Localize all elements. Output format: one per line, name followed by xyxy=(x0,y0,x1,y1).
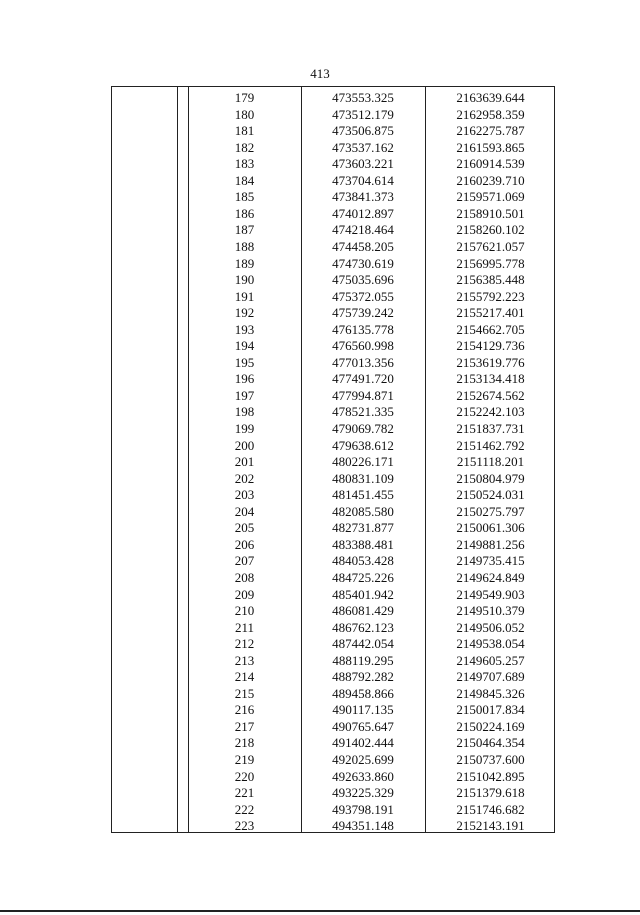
point-number-cell: 203 xyxy=(234,487,255,503)
coordinates-table xyxy=(111,86,555,833)
y-coordinate-cell: 2149707.689 xyxy=(456,669,525,685)
point-number-cell: 188 xyxy=(234,238,255,254)
point-number-cell: 187 xyxy=(234,222,255,238)
x-coordinate-cell: 474218.464 xyxy=(332,222,394,238)
x-coordinate-cell: 475035.696 xyxy=(332,272,394,288)
y-coordinate-cell: 2159571.069 xyxy=(456,189,525,205)
x-coordinate-cell: 473603.221 xyxy=(332,156,394,172)
point-number-cell: 214 xyxy=(234,669,255,685)
y-coordinate-cell: 2154129.736 xyxy=(456,338,525,354)
table-row xyxy=(112,421,556,438)
y-coordinate-cell: 2151746.682 xyxy=(456,801,525,817)
point-number-cell: 219 xyxy=(234,752,255,767)
x-coordinate-cell: 482085.580 xyxy=(332,503,394,519)
point-number-cell: 191 xyxy=(234,288,255,304)
y-coordinate-cell: 2162275.787 xyxy=(456,123,525,139)
x-coordinate-cell: 474730.619 xyxy=(332,255,394,271)
point-number-cell: 209 xyxy=(234,586,255,602)
x-coordinate-cell: 484725.226 xyxy=(332,569,394,585)
table-row xyxy=(112,603,556,620)
x-coordinate-cell: 477491.720 xyxy=(332,371,394,387)
point-number-cell: 184 xyxy=(234,172,255,188)
point-number-cell: 216 xyxy=(234,702,255,718)
y-coordinate-cell: 2160239.710 xyxy=(456,172,525,188)
point-number-cell: 212 xyxy=(234,636,255,652)
x-coordinate-cell: 473506.875 xyxy=(332,123,394,139)
table-row xyxy=(112,322,556,339)
x-coordinate-cell: 480831.109 xyxy=(332,470,394,486)
x-coordinate-cell: 492633.860 xyxy=(332,768,394,784)
point-number-cell: 206 xyxy=(234,536,255,552)
x-coordinate-cell: 489458.866 xyxy=(332,685,394,701)
point-number-cell: 204 xyxy=(234,503,255,519)
point-number-cell: 211 xyxy=(234,619,255,635)
table-row xyxy=(112,553,556,570)
point-number-cell: 217 xyxy=(234,718,255,734)
x-coordinate-cell: 479069.782 xyxy=(332,421,394,436)
y-coordinate-cell: 2158910.501 xyxy=(456,205,525,221)
x-coordinate-cell: 482731.877 xyxy=(332,520,394,536)
table-row xyxy=(112,222,556,239)
point-number-cell: 202 xyxy=(234,470,255,486)
y-coordinate-cell: 2151379.618 xyxy=(456,785,525,801)
point-number-cell: 189 xyxy=(234,255,255,271)
y-coordinate-cell: 2155792.223 xyxy=(456,288,525,304)
point-number-cell: 210 xyxy=(234,603,255,619)
table-row xyxy=(112,438,556,455)
y-coordinate-cell: 2150524.031 xyxy=(456,487,525,503)
y-coordinate-cell: 2152143.191 xyxy=(456,818,525,834)
y-coordinate-cell: 2152242.103 xyxy=(456,404,525,420)
point-number-cell: 222 xyxy=(234,801,255,817)
table-row xyxy=(112,305,556,322)
x-coordinate-cell: 490117.135 xyxy=(332,702,394,718)
table-row xyxy=(112,520,556,537)
x-coordinate-cell: 487442.054 xyxy=(332,636,394,652)
table-row xyxy=(112,636,556,653)
point-number-cell: 180 xyxy=(234,106,255,122)
x-coordinate-cell: 488792.282 xyxy=(332,669,394,685)
point-number-cell: 200 xyxy=(234,437,255,453)
y-coordinate-cell: 2151462.792 xyxy=(456,437,525,453)
table-row xyxy=(112,90,556,107)
table-row xyxy=(112,272,556,289)
point-number-cell: 193 xyxy=(234,321,255,337)
table-row xyxy=(112,173,556,190)
y-coordinate-cell: 2163639.644 xyxy=(456,90,525,105)
table-row xyxy=(112,669,556,686)
point-number-cell: 201 xyxy=(234,454,255,470)
x-coordinate-cell: 477994.871 xyxy=(332,387,394,403)
y-coordinate-cell: 2153134.418 xyxy=(456,371,525,387)
y-coordinate-cell: 2157621.057 xyxy=(456,238,525,254)
y-coordinate-cell: 2151042.895 xyxy=(456,768,525,784)
x-coordinate-cell: 476135.778 xyxy=(332,321,394,337)
x-coordinate-cell: 492025.699 xyxy=(332,752,394,767)
point-number-cell: 207 xyxy=(234,553,255,569)
y-coordinate-cell: 2150275.797 xyxy=(456,503,525,519)
table-row xyxy=(112,719,556,736)
y-coordinate-cell: 2149549.903 xyxy=(456,586,525,602)
x-coordinate-cell: 473704.614 xyxy=(332,172,394,188)
table-row xyxy=(112,735,556,752)
x-coordinate-cell: 473537.162 xyxy=(332,139,394,155)
x-coordinate-cell: 479638.612 xyxy=(332,437,394,453)
table-row xyxy=(112,686,556,703)
table-row xyxy=(112,156,556,173)
x-coordinate-cell: 483388.481 xyxy=(332,536,394,552)
y-coordinate-cell: 2158260.102 xyxy=(456,222,525,238)
table-row xyxy=(112,785,556,802)
table-row xyxy=(112,140,556,157)
bottom-rule xyxy=(0,910,640,912)
x-coordinate-cell: 475372.055 xyxy=(332,288,394,304)
point-number-cell: 181 xyxy=(234,123,255,139)
table-row xyxy=(112,371,556,388)
x-coordinate-cell: 480226.171 xyxy=(332,454,394,470)
table-row xyxy=(112,123,556,140)
y-coordinate-cell: 2149538.054 xyxy=(456,636,525,652)
table-row xyxy=(112,587,556,604)
x-coordinate-cell: 493798.191 xyxy=(332,801,394,817)
x-coordinate-cell: 484053.428 xyxy=(332,553,394,569)
y-coordinate-cell: 2153619.776 xyxy=(456,354,525,370)
y-coordinate-cell: 2156995.778 xyxy=(456,255,525,271)
y-coordinate-cell: 2150737.600 xyxy=(456,752,525,767)
y-coordinate-cell: 2152674.562 xyxy=(456,387,525,403)
point-number-cell: 198 xyxy=(234,404,255,420)
table-row xyxy=(112,107,556,124)
table-row xyxy=(112,752,556,769)
table-row xyxy=(112,388,556,405)
point-number-cell: 192 xyxy=(234,305,255,321)
point-number-cell: 186 xyxy=(234,205,255,221)
x-coordinate-cell: 490765.647 xyxy=(332,718,394,734)
point-number-cell: 195 xyxy=(234,354,255,370)
point-number-cell: 197 xyxy=(234,387,255,403)
y-coordinate-cell: 2161593.865 xyxy=(456,139,525,155)
y-coordinate-cell: 2154662.705 xyxy=(456,321,525,337)
table-row xyxy=(112,769,556,786)
y-coordinate-cell: 2149881.256 xyxy=(456,536,525,552)
y-coordinate-cell: 2149605.257 xyxy=(456,652,525,668)
table-row xyxy=(112,338,556,355)
table-row xyxy=(112,404,556,421)
table-row xyxy=(112,570,556,587)
point-number-cell: 208 xyxy=(234,569,255,585)
x-coordinate-cell: 485401.942 xyxy=(332,586,394,602)
table-row xyxy=(112,355,556,372)
table-row xyxy=(112,504,556,521)
table-row xyxy=(112,256,556,273)
table-row xyxy=(112,802,556,819)
point-number-cell: 199 xyxy=(234,421,255,436)
point-number-cell: 190 xyxy=(234,272,255,288)
table-row xyxy=(112,289,556,306)
point-number-cell: 215 xyxy=(234,685,255,701)
x-coordinate-cell: 474458.205 xyxy=(332,238,394,254)
y-coordinate-cell: 2156385.448 xyxy=(456,272,525,288)
point-number-cell: 223 xyxy=(234,818,255,834)
x-coordinate-cell: 475739.242 xyxy=(332,305,394,321)
x-coordinate-cell: 477013.356 xyxy=(332,354,394,370)
table-row xyxy=(112,537,556,554)
x-coordinate-cell: 473553.325 xyxy=(332,90,394,105)
page-number: 413 xyxy=(310,66,330,81)
y-coordinate-cell: 2162958.359 xyxy=(456,106,525,122)
x-coordinate-cell: 493225.329 xyxy=(332,785,394,801)
point-number-cell: 179 xyxy=(234,90,255,105)
x-coordinate-cell: 473512.179 xyxy=(332,106,394,122)
point-number-cell: 185 xyxy=(234,189,255,205)
x-coordinate-cell: 488119.295 xyxy=(332,652,394,668)
table-row xyxy=(112,818,556,835)
y-coordinate-cell: 2151118.201 xyxy=(456,454,525,470)
point-number-cell: 194 xyxy=(234,338,255,354)
table-row xyxy=(112,487,556,504)
x-coordinate-cell: 478521.335 xyxy=(332,404,394,420)
x-coordinate-cell: 476560.998 xyxy=(332,338,394,354)
point-number-cell: 205 xyxy=(234,520,255,536)
y-coordinate-cell: 2150017.834 xyxy=(456,702,525,718)
y-coordinate-cell: 2160914.539 xyxy=(456,156,525,172)
table-row xyxy=(112,206,556,223)
point-number-cell: 182 xyxy=(234,139,255,155)
x-coordinate-cell: 486081.429 xyxy=(332,603,394,619)
table-row xyxy=(112,454,556,471)
point-number-cell: 220 xyxy=(234,768,255,784)
point-number-cell: 196 xyxy=(234,371,255,387)
y-coordinate-cell: 2155217.401 xyxy=(456,305,525,321)
x-coordinate-cell: 494351.148 xyxy=(332,818,394,834)
table-row xyxy=(112,471,556,488)
table-row xyxy=(112,702,556,719)
y-coordinate-cell: 2149624.849 xyxy=(456,569,525,585)
y-coordinate-cell: 2151837.731 xyxy=(456,421,525,436)
x-coordinate-cell: 474012.897 xyxy=(332,205,394,221)
x-coordinate-cell: 473841.373 xyxy=(332,189,394,205)
y-coordinate-cell: 2150464.354 xyxy=(456,735,525,751)
point-number-cell: 221 xyxy=(234,785,255,801)
x-coordinate-cell: 491402.444 xyxy=(332,735,394,751)
point-number-cell: 183 xyxy=(234,156,255,172)
x-coordinate-cell: 486762.123 xyxy=(332,619,394,635)
point-number-cell: 218 xyxy=(234,735,255,751)
y-coordinate-cell: 2150804.979 xyxy=(456,470,525,486)
x-coordinate-cell: 481451.455 xyxy=(332,487,394,503)
table-row xyxy=(112,239,556,256)
y-coordinate-cell: 2149735.415 xyxy=(456,553,525,569)
y-coordinate-cell: 2150224.169 xyxy=(456,718,525,734)
point-number-cell: 213 xyxy=(234,652,255,668)
table-row xyxy=(112,653,556,670)
y-coordinate-cell: 2149506.052 xyxy=(456,619,525,635)
y-coordinate-cell: 2149510.379 xyxy=(456,603,525,619)
y-coordinate-cell: 2150061.306 xyxy=(456,520,525,536)
y-coordinate-cell: 2149845.326 xyxy=(456,685,525,701)
table-row xyxy=(112,620,556,637)
table-row xyxy=(112,189,556,206)
